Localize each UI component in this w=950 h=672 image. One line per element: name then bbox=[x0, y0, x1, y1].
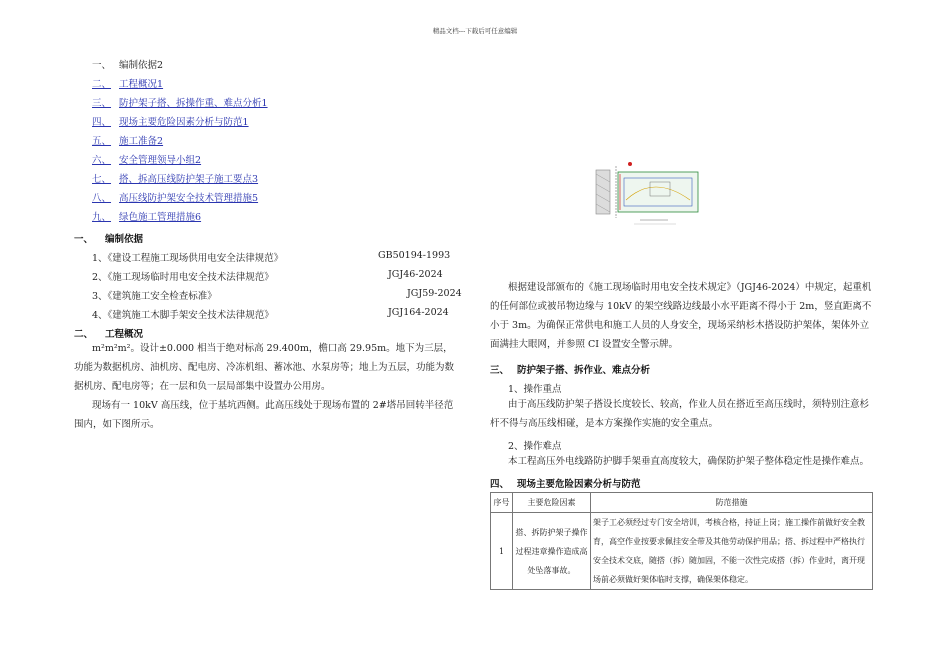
section-title: 现场主要危险因素分析与防范 bbox=[517, 479, 641, 490]
subheading-key-point: 1、操作重点 bbox=[508, 384, 562, 395]
section-4-heading bbox=[490, 476, 641, 490]
section-title: 工程概况 bbox=[105, 329, 144, 340]
reference-code: GB50194-1993 bbox=[378, 250, 451, 261]
toc-item-7[interactable] bbox=[92, 174, 258, 185]
toc-item-title: 编制依据2 bbox=[119, 60, 164, 71]
section-number: 一、 bbox=[74, 234, 94, 245]
section-2-heading bbox=[74, 326, 143, 340]
difficulty-paragraph: 本工程高压外电线路防护脚手架垂直高度较大，确保防护架子整体稳定性是操作难点。 bbox=[508, 456, 870, 467]
toc-item-title: 高压线防护架安全技术管理措施5 bbox=[119, 193, 259, 204]
measure-cell: 架子工必须经过专门安全培训，考核合格，持证上岗；施工操作前做好安全教育，高空作业按要求佩挂安全带及其他劳动保护用品；搭、拆过程中严格执行安全技术交底，随搭（拆）随加固，不能一次性完成搭（拆）作业时，离开现场前必须做好架体临时支撑，确保架体稳定。 bbox=[591, 513, 873, 590]
header-cell: 主要危险因素 bbox=[513, 493, 591, 513]
reference-code: JGJ46-2024 bbox=[388, 269, 443, 280]
reference-code: JGJ164-2024 bbox=[388, 307, 449, 318]
key-point-paragraph: 由于高压线防护架子搭设长度较长、较高，作业人员在搭近至高压线时，须特别注意杉杆不得与高压线相碰，是本方案操作实施的安全重点。 bbox=[490, 399, 870, 429]
toc-item-title: 安全管理领导小组2 bbox=[119, 155, 202, 166]
project-overview-paragraph: m²m²m²。设计±0.000 相当于绝对标高 29.400m，檐口高 29.95m。地下为三层，功能为数据机房、油机房、配电房、冷冻机组、蓄冰池、水泵房等；地上为五层，功能为数据机房、配电房等；在一层和负一层局部集中设置办公用房。 bbox=[74, 343, 455, 392]
toc-item-title: 搭、拆高压线防护架子施工要点3 bbox=[119, 174, 259, 185]
reference-name: 1、《建设工程施工现场供用电安全法律规范》 bbox=[92, 253, 284, 264]
risk-factor-cell: 搭、拆防护架子操作过程违章操作造成高处坠落事故。 bbox=[513, 513, 591, 590]
high-voltage-line-paragraph: 现场有一 10kV 高压线，位于基坑西侧。此高压线处于现场布置的 2#塔吊回转半径范围内，如下图所示。 bbox=[74, 400, 454, 430]
risk-table bbox=[490, 492, 873, 590]
toc-item-number: 二、 bbox=[92, 79, 112, 90]
table-header-row bbox=[491, 493, 873, 513]
toc-item-title: 现场主要危险因素分析与防范1 bbox=[119, 117, 249, 128]
toc-item-9[interactable] bbox=[92, 212, 201, 223]
row-number-cell: 1 bbox=[491, 513, 513, 590]
header-cell: 防范措施 bbox=[591, 493, 873, 513]
reference-name: 2、《施工现场临时用电安全技术法律规范》 bbox=[92, 272, 274, 283]
section-number: 二、 bbox=[74, 329, 94, 340]
table-row bbox=[491, 513, 873, 590]
header-cell: 序号 bbox=[491, 493, 513, 513]
reference-code: JGJ59-2024 bbox=[407, 288, 462, 299]
toc-item-title: 绿色施工管理措施6 bbox=[119, 212, 202, 223]
toc-item-4[interactable] bbox=[92, 117, 249, 128]
toc-item-number: 九、 bbox=[92, 212, 112, 223]
subheading-difficulty: 2、操作难点 bbox=[508, 441, 562, 452]
toc-item-number: 八、 bbox=[92, 193, 112, 204]
section-number: 三、 bbox=[490, 365, 510, 376]
toc-item-number: 五、 bbox=[92, 136, 112, 147]
toc-item-number: 六、 bbox=[92, 155, 112, 166]
toc-item-number: 七、 bbox=[92, 174, 112, 185]
page-header: 精品文档---下载后可任意编辑 bbox=[432, 27, 518, 35]
toc-item-1[interactable] bbox=[92, 60, 163, 71]
toc-item-title: 工程概况1 bbox=[119, 79, 164, 90]
reference-name: 4、《建筑施工木脚手架安全技术法律规范》 bbox=[92, 310, 274, 321]
toc-item-2[interactable] bbox=[92, 79, 163, 90]
toc-item-title: 防护架子搭、拆操作重、难点分析1 bbox=[119, 98, 268, 109]
section-title: 防护架子搭、拆作业、难点分析 bbox=[517, 365, 651, 376]
toc-item-6[interactable] bbox=[92, 155, 201, 166]
toc-item-number: 三、 bbox=[92, 98, 112, 109]
section-title: 编制依据 bbox=[105, 234, 144, 245]
site-plan-figure bbox=[594, 160, 704, 230]
toc-item-5[interactable] bbox=[92, 136, 163, 147]
section-number: 四、 bbox=[490, 479, 510, 490]
toc-item-8[interactable] bbox=[92, 193, 258, 204]
toc-item-number: 四、 bbox=[92, 117, 112, 128]
reference-name: 3、《建筑施工安全检查标准》 bbox=[92, 291, 217, 302]
toc-item-3[interactable] bbox=[92, 98, 268, 109]
regulation-paragraph: 根据建设部颁布的《施工现场临时用电安全技术规定》（JGJ46-2024）中规定，起重机的任何部位或被吊物边缘与 10kV 的架空线路边线最小水平距离不得小于 2m，竖直距离不小于 3m。为确保正常供电和施工人员的人身安全，现场采纳杉木搭设防护架体，架体外立面满挂大眼网，并参照 CI 设置安全警示牌。 bbox=[490, 282, 872, 350]
toc-item-number: 一、 bbox=[92, 60, 112, 71]
toc-item-title: 施工准备2 bbox=[119, 136, 164, 147]
section-3-heading bbox=[490, 362, 650, 376]
section-1-heading bbox=[74, 231, 143, 245]
